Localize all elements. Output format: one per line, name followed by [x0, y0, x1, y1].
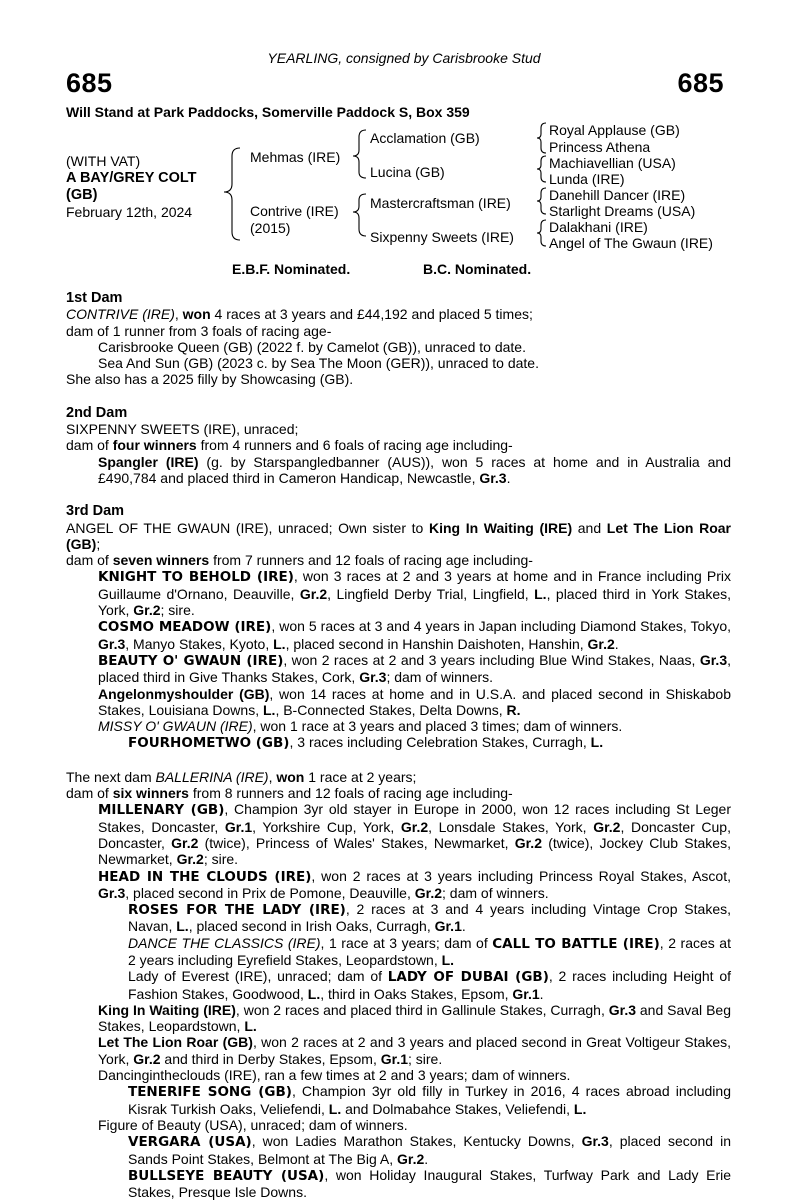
- text: , won 2 races at 2 and 3 years including Blue Wind Stakes, Naas,: [283, 651, 700, 668]
- dam-name: Contrive (IRE): [250, 203, 339, 219]
- grade: Gr.3: [479, 469, 507, 486]
- text: , 2 races including Height of Fashion Stakes, Goodwood,: [128, 968, 731, 1002]
- grade: Gr.2: [171, 834, 199, 851]
- text: , Champion 3yr old filly in Turkey in 2016, 4 races abroad including Kisrak Turkish Oaks, Veliefendi,: [128, 1083, 731, 1117]
- horse-name: King In Waiting (IRE): [98, 1001, 236, 1018]
- sire-name: Mehmas (IRE): [250, 149, 341, 165]
- horse-name: LADY OF DUBAI (GB): [387, 969, 549, 986]
- text: (g. by Starspangledbanner (AUS)), won 5 races at home and in Australia and £490,784 and placed third in Cameron Handicap, Newcastle,: [98, 453, 731, 486]
- first-dam-section: [66, 290, 731, 388]
- winners-count: seven winners: [112, 552, 210, 569]
- grade: Gr.3: [359, 669, 387, 686]
- horse-name: MILLENARY (GB): [98, 802, 225, 819]
- grade: Gr.2: [593, 818, 621, 835]
- grade: L.: [307, 985, 321, 1002]
- grade: L.: [441, 951, 455, 968]
- horse-name: Angelonmyshoulder (GB): [98, 685, 270, 702]
- grade: Gr.3: [699, 651, 728, 668]
- text: dam of: [66, 437, 113, 454]
- grade: L.: [590, 734, 604, 751]
- text: ,: [268, 768, 277, 785]
- text: (twice), Princess of Wales' Stakes, Newmarket,: [198, 834, 515, 851]
- dam-sire: Mastercraftsman (IRE): [370, 195, 511, 211]
- text: ; sire.: [160, 602, 195, 619]
- produce-record: [66, 290, 731, 1200]
- grade: Gr.2: [397, 1150, 425, 1167]
- grade: L.: [262, 701, 276, 718]
- text: , placed second in Hanshin Daishoten, Hanshin,: [285, 635, 588, 652]
- dam-line: SIXPENNY SWEETS (IRE), unraced;: [66, 421, 299, 438]
- sdd-name: Lunda (IRE): [549, 171, 625, 187]
- section-heading: 2nd Dam: [66, 404, 128, 421]
- text: .: [424, 1150, 429, 1167]
- text: , 2 races at 3 and 4 years including Vintage Crop Stakes, Navan,: [128, 901, 731, 935]
- text: , 2 races at 2 years including Eyrefield Stakes, Leopardstown,: [128, 934, 731, 968]
- horse-name: ROSES FOR THE LADY (IRE): [128, 902, 346, 919]
- text: and Dolmabahce Stakes, Veliefendi,: [341, 1100, 574, 1117]
- horse-name: BULLSEYE BEAUTY (USA): [128, 1167, 325, 1184]
- grade: Gr.2: [133, 602, 161, 619]
- lot-origin: (GB): [66, 187, 98, 203]
- won-label: won: [276, 768, 305, 785]
- dam-dam: Sixpenny Sweets (IRE): [370, 229, 514, 245]
- grade: Gr.3: [98, 884, 126, 901]
- winners-count: six winners: [112, 785, 189, 802]
- horse-name: KNIGHT TO BEHOLD (IRE): [98, 569, 294, 586]
- text: and third in Derby Stakes, Epsom,: [160, 1050, 381, 1067]
- text: , Lonsdale Stakes, York,: [428, 818, 594, 835]
- stand-location: Will Stand at Park Paddocks, Somerville Paddock S, Box 359: [66, 104, 470, 120]
- horse-name: King In Waiting (IRE): [428, 519, 573, 536]
- horse-name: HEAD IN THE CLOUDS (IRE): [98, 868, 312, 885]
- text: dam of: [66, 552, 113, 569]
- sss-name: Royal Applause (GB): [549, 122, 680, 138]
- consignment-line: YEARLING, consigned by Carisbrooke Stud: [267, 50, 541, 66]
- produce-summary: dam of 1 runner from 3 foals of racing age-: [66, 322, 332, 339]
- lot-description: A BAY/GREY COLT: [66, 170, 197, 186]
- lot-number-right: 685: [677, 68, 724, 98]
- grade: L.: [328, 1100, 342, 1117]
- horse-name: BEAUTY O' GWAUN (IRE): [98, 652, 284, 669]
- text: from 8 runners and 12 foals of racing age including-: [188, 785, 513, 802]
- text: , Lingfield Derby Trial, Lingfield,: [327, 585, 535, 602]
- text: , 3 races including Celebration Stakes, Curragh,: [289, 734, 591, 751]
- text: ;: [96, 535, 101, 552]
- grade: Gr.1: [434, 918, 462, 935]
- text: from 4 runners and 6 foals of racing age including-: [196, 437, 513, 454]
- grade: L.: [273, 635, 286, 652]
- text: , placed second in Prix de Pomone, Deauville,: [125, 884, 415, 901]
- grade: R.: [506, 701, 521, 718]
- grade: Gr.2: [514, 834, 542, 851]
- grade: L.: [176, 918, 189, 935]
- dsd-name: Starlight Dreams (USA): [549, 203, 696, 219]
- text: ; dam of winners.: [442, 884, 549, 901]
- winners-count: four winners: [112, 437, 197, 454]
- grade: Gr.1: [380, 1050, 408, 1067]
- grade: Gr.2: [414, 884, 442, 901]
- dam-name: CONTRIVE (IRE): [66, 306, 175, 323]
- text: dam of: [66, 785, 113, 802]
- text: , won 14 races at home and in U.S.A. and placed second in Shiskabob Stakes, Louisiana Downs,: [98, 685, 731, 718]
- grade: Gr.2: [133, 1050, 161, 1067]
- text: and: [572, 519, 607, 536]
- ddd-name: Angel of The Gwaun (IRE): [549, 235, 713, 251]
- text: ; dam of winners.: [386, 669, 494, 686]
- text: , Doncaster Cup, Doncaster,: [98, 818, 731, 851]
- text: , third in Oaks Stakes, Epsom,: [320, 985, 513, 1002]
- horse-name: VERGARA (USA): [128, 1134, 252, 1151]
- text: (twice), Jockey Club Stakes, Newmarket,: [98, 834, 731, 868]
- sire-dam: Lucina (GB): [370, 164, 445, 180]
- horse-name: FOURHOMETWO (GB): [128, 735, 290, 752]
- text: , Yorkshire Cup, York,: [252, 818, 401, 835]
- sire-sire: Acclamation (GB): [370, 130, 480, 146]
- lot-number-left: 685: [66, 68, 113, 98]
- dam-name: BALLERINA (IRE): [155, 768, 269, 785]
- dds-name: Dalakhani (IRE): [549, 219, 648, 235]
- grade: L.: [244, 1018, 257, 1035]
- horse-name: Spangler (IRE): [98, 453, 199, 470]
- produce-entry: Dancingintheclouds (IRE), ran a few times at 2 and 3 years; dam of winners.: [98, 1067, 571, 1084]
- text: 4 races at 3 years and £44,192 and placed 5 times;: [210, 306, 533, 323]
- horse-name: TENERIFE SONG (GB): [128, 1084, 292, 1101]
- dss-name: Danehill Dancer (IRE): [549, 187, 686, 203]
- text: , placed second in Sands Point Stakes, Belmont at The Big A,: [128, 1133, 731, 1167]
- grade: Gr.3: [581, 1133, 609, 1150]
- grade: Gr.2: [299, 585, 328, 602]
- section-heading: 1st Dam: [66, 290, 123, 306]
- grade: Gr.3: [98, 635, 126, 652]
- text: , won 2 races and placed third in Gallinule Stakes, Curragh,: [235, 1001, 609, 1018]
- text: , won 2 races at 3 years including Princess Royal Stakes, Ascot,: [311, 867, 731, 884]
- text: , placed second in Irish Oaks, Curragh,: [188, 918, 435, 935]
- ebf-nomination: E.B.F. Nominated.: [232, 261, 351, 277]
- produce-entry: Carisbrooke Queen (GB) (2022 f. by Camelot (GB)), unraced to date.: [98, 338, 526, 355]
- text: .: [539, 985, 544, 1002]
- grade: L.: [534, 585, 547, 602]
- text: , won 5 races at 3 and 4 years in Japan including Diamond Stakes, Tokyo,: [271, 618, 732, 635]
- text: .: [614, 635, 619, 652]
- horse-name: MISSY O' GWAUN (IRE): [98, 718, 253, 735]
- text: 1 race at 2 years;: [304, 768, 417, 785]
- ssd-name: Princess Athena: [549, 139, 651, 155]
- text: , won 1 race at 3 years and placed 3 times; dam of winners.: [252, 718, 623, 735]
- text: , won 3 races at 2 and 3 years at home and in France including Prix Guillaume d'Ornano, Deauville,: [98, 568, 731, 602]
- horse-name: COSMO MEADOW (IRE): [98, 619, 272, 636]
- text: ; sire.: [408, 1050, 443, 1067]
- second-dam-section: [66, 405, 731, 486]
- won-label: won: [182, 306, 211, 323]
- produce-note: She also has a 2025 filly by Showcasing (GB).: [66, 371, 354, 388]
- grade: Gr.2: [400, 818, 429, 835]
- grade: L.: [573, 1100, 587, 1117]
- horse-name: DANCE THE CLASSICS (IRE): [128, 934, 321, 951]
- horse-name: CALL TO BATTLE (IRE): [492, 935, 660, 952]
- text: from 7 runners and 12 foals of racing age including-: [209, 552, 533, 569]
- grade: Gr.1: [512, 985, 540, 1002]
- text: ; sire.: [203, 851, 239, 868]
- produce-entry: Sea And Sun (GB) (2023 c. by Sea The Moon (GER)), unraced to date.: [98, 355, 539, 372]
- text: .: [506, 469, 511, 486]
- text: , won 2 races at 2 and 3 years and placed second in Great Voltigeur Stakes, York,: [98, 1034, 731, 1067]
- section-heading: 3rd Dam: [66, 503, 125, 520]
- text: , placed third in York Stakes, York,: [98, 585, 732, 619]
- grade: Gr.1: [224, 818, 253, 835]
- text: , B-Connected Stakes, Delta Downs,: [275, 701, 507, 718]
- text: .: [461, 918, 466, 935]
- bc-nomination: B.C. Nominated.: [423, 261, 532, 277]
- third-dam-section: [66, 503, 731, 751]
- text: , won Holiday Inaugural Stakes, Turfway Park and Lady Erie Stakes, Presque Isle Downs.: [128, 1166, 732, 1200]
- text: ,: [174, 306, 183, 323]
- grade: Gr.2: [587, 635, 615, 652]
- grade: Gr.3: [608, 1001, 636, 1018]
- text: Lady of Everest (IRE), unraced; dam of: [128, 968, 388, 985]
- text: , 1 race at 3 years; dam of: [320, 934, 493, 951]
- sds-name: Machiavellian (USA): [549, 155, 676, 171]
- text: and Saval Beg Stakes, Leopardstown,: [98, 1001, 731, 1035]
- text: , Champion 3yr old stayer in Europe in 2000, won 12 races including St Leger Stakes, Doncaster,: [98, 801, 731, 835]
- horse-name: Let The Lion Roar (GB): [66, 519, 732, 552]
- next-dam-section: [66, 769, 731, 1200]
- foaling-date: February 12th, 2024: [66, 204, 193, 220]
- produce-entry: Figure of Beauty (USA), unraced; dam of winners.: [98, 1116, 408, 1133]
- vat-note: (WITH VAT): [66, 153, 141, 169]
- dam-year: (2015): [250, 220, 291, 236]
- text: ANGEL OF THE GWAUN (IRE), unraced; Own sister to: [66, 519, 429, 536]
- text: , Manyo Stakes, Kyoto,: [125, 635, 274, 652]
- text: , placed third in Give Thanks Stakes, Cork,: [98, 651, 731, 686]
- horse-name: Let The Lion Roar (GB): [98, 1034, 253, 1051]
- text: , won Ladies Marathon Stakes, Kentucky Downs,: [251, 1133, 582, 1150]
- grade: Gr.2: [176, 851, 204, 868]
- text: The next dam: [66, 768, 156, 785]
